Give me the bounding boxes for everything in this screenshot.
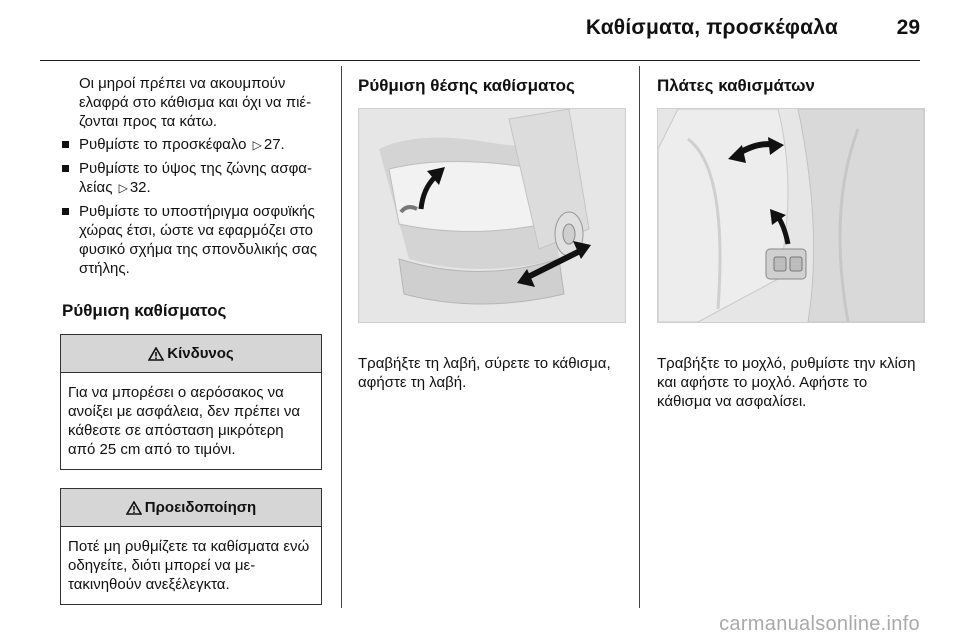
intro-paragraph: Οι μηροί πρέπει να ακουμπούν ελαφρά στο κάθισμα και όχι να πιέ-ζονται προς τα κάτω. xyxy=(79,75,312,130)
page-number: 29 xyxy=(896,16,920,39)
warning-box xyxy=(60,488,322,605)
seat-position-illustration xyxy=(358,108,626,323)
list-item xyxy=(62,159,327,198)
warning-title: Προειδοποίηση xyxy=(144,499,257,516)
figure-caption: Τραβήξτε τη λαβή, σύρετε το κάθισμα, αφήστε τη λαβή. xyxy=(358,355,611,391)
figure-caption: Τραβήξτε το μοχλό, ρυθμίστε την κλίση και αφήστε το μοχλό. Αφήστε το κάθισμα να ασφαλίσει. xyxy=(657,355,916,410)
bullet-square-icon xyxy=(62,165,69,172)
danger-title: Κίνδυνος xyxy=(167,345,234,362)
column-divider xyxy=(639,66,640,608)
page-header-title: Καθίσματα, προσκέφαλα xyxy=(585,16,838,39)
column-divider xyxy=(341,66,342,608)
list-item-text: Ρυθμίστε το υποστήριγμα οσφυϊκής χώρας έτσι, ώστε να εφαρμόζει στο φυσικό σχήμα της σπονδυλικής σας στήλης. xyxy=(79,203,317,277)
warning-triangle-icon xyxy=(148,347,164,361)
header-rule xyxy=(40,60,920,61)
list-item-text: Ρυθμίστε το προσκέφαλο xyxy=(79,136,247,153)
list-item-text: Ρυθμίστε το ύψος της ζώνης ασφα-λείας xyxy=(79,160,312,196)
bullet-square-icon xyxy=(62,141,69,148)
bullet-square-icon xyxy=(62,208,69,215)
section-title: Ρύθμιση καθίσματος xyxy=(62,301,227,320)
reference-arrow-icon: ▷ xyxy=(118,181,128,195)
column-2 xyxy=(358,76,624,392)
warning-text: Ποτέ μη ρυθμίζετε τα καθίσματα ενώ οδηγείτε, διότι μπορεί να με-τακινηθούν ανεξέλεγκτα. xyxy=(68,538,310,593)
column-1 xyxy=(62,74,327,623)
section-title: Πλάτες καθισμάτων xyxy=(657,76,815,95)
list-item xyxy=(62,135,327,155)
reference-arrow-icon: ▷ xyxy=(252,138,262,152)
warning-header xyxy=(61,489,321,527)
warning-triangle-icon xyxy=(126,501,142,515)
danger-text: Για να μπορέσει ο αερόσακος να ανοίξει με ασφάλεια, δεν πρέπει να κάθεστε σε απόσταση μικρότερη από 25 cm από το τιμόνι. xyxy=(68,384,301,458)
section-title: Ρύθμιση θέσης καθίσματος xyxy=(358,76,575,95)
seat-backrest-illustration xyxy=(657,108,925,323)
column-3 xyxy=(657,76,923,411)
list-item xyxy=(62,202,327,278)
watermark: carmanualsonline.info xyxy=(719,613,920,635)
page-reference[interactable]: 32. xyxy=(129,179,151,196)
danger-box xyxy=(60,334,322,470)
danger-header xyxy=(61,335,321,373)
page-reference[interactable]: 27. xyxy=(263,136,285,153)
